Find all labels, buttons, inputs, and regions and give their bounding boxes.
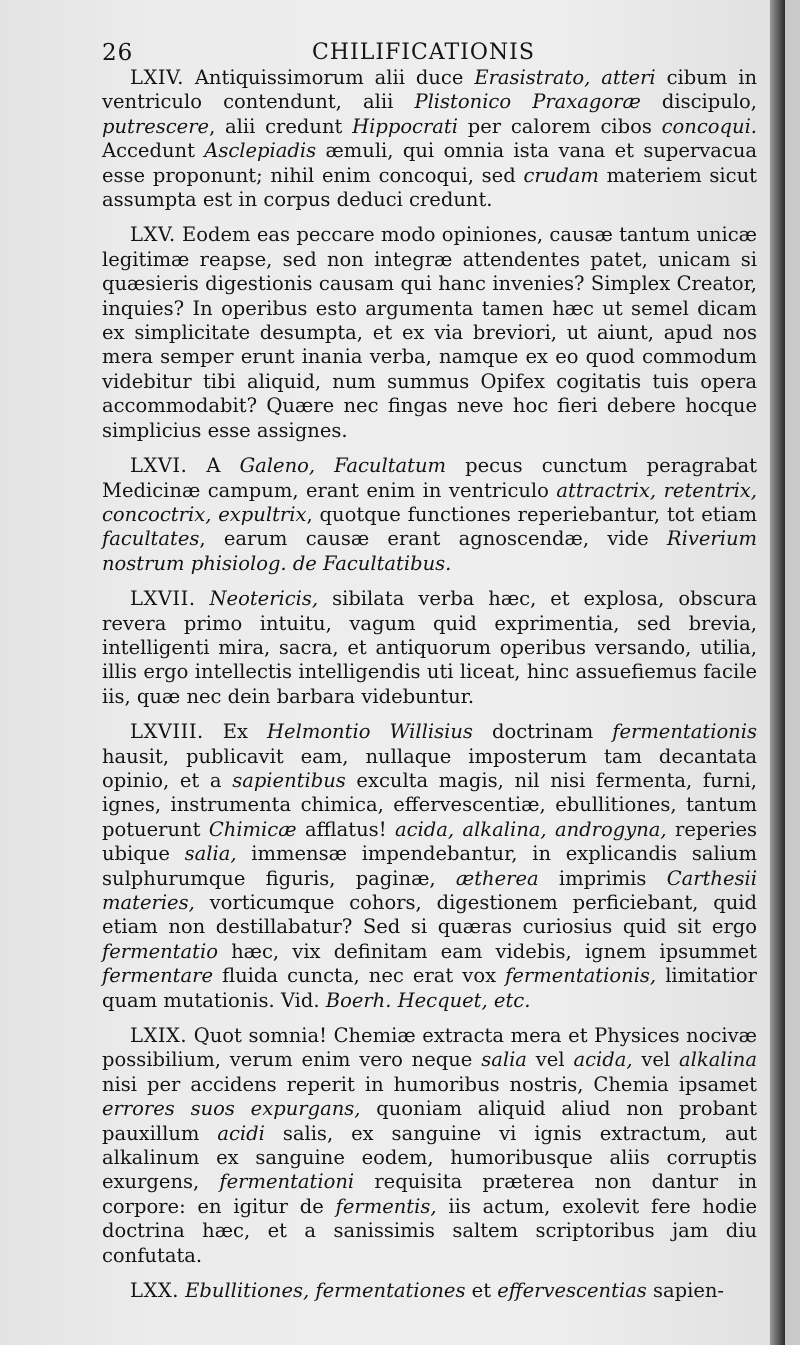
paragraph-lxix	[102, 1024, 757, 1268]
text-run: Accedunt	[102, 139, 205, 163]
italic-text: ætherea	[455, 866, 539, 890]
paragraph-number: LXVIII.	[130, 720, 204, 744]
text-run: sapien-	[646, 1279, 725, 1303]
text-run: Ex	[203, 720, 268, 744]
italic-text: Boerh. Hecquet, etc.	[325, 988, 531, 1012]
italic-text: Carthesii materies,	[102, 866, 757, 914]
text-run: hausit, publicavit eam, nullaque imposterum tam decantata opinio, et a	[102, 744, 757, 792]
italic-text: attractrix, retentrix, concoctrix, expultrix	[102, 478, 757, 526]
italic-text: Riverium nostrum phisiolog. de Facultatibus.	[102, 527, 757, 575]
text-run: iis actum, exolevit fere hodie doctrina hæc, et a sanissimis saltem scriptoribus jam diu confutata.	[102, 1194, 757, 1267]
paragraph-lxvi	[102, 454, 757, 576]
italic-text: fermentare	[102, 964, 213, 988]
text-run: Quot somnia! Chemiæ extracta mera et Physices nocivæ possibilium, verum enim vero neque	[102, 1024, 757, 1072]
page-number: 26	[102, 40, 134, 66]
italic-text: sapientibus	[232, 768, 346, 792]
paragraph-lxviii	[102, 720, 757, 1013]
italic-text: Helmontio Willisius	[267, 720, 473, 744]
text-run: hæc, vix definitam eam videbis, ignem ipsummet	[217, 939, 757, 963]
italic-text: fermentationi	[219, 1170, 355, 1194]
text-run: salis, ex sanguine vi ignis extractum, aut alkalinum ex sanguine eodem, humoribusque aliis corruptis exurgens,	[102, 1121, 758, 1194]
text-run: requisita præterea non dantur in corpore: en igitur de	[102, 1170, 758, 1218]
text-run: doctrinam	[472, 720, 613, 744]
italic-text: effervescentias	[497, 1279, 647, 1303]
text-run: materiem sicut assumpta est in corpus deduci credunt.	[102, 163, 757, 212]
text-run: fluida cuncta, nec erat vox	[213, 964, 506, 988]
italic-text: alkalina	[679, 1048, 757, 1072]
text-run: cibum in ventriculo contendunt, alii	[102, 66, 757, 114]
text-run: , alii credunt	[209, 114, 353, 138]
text-run: vel	[632, 1048, 680, 1072]
italic-text: errores suos expurgans,	[102, 1097, 361, 1121]
body-text	[102, 66, 757, 1304]
page-header	[102, 30, 757, 66]
page-edge-shadow	[770, 0, 785, 1345]
italic-text: Ebullitiones, fermentationes	[178, 1279, 466, 1303]
italic-text: salia,	[184, 842, 237, 866]
italic-text: fermentationis,	[505, 964, 657, 988]
paragraph-number: LXIX.	[130, 1024, 188, 1048]
italic-text: facultates	[102, 527, 200, 551]
italic-text: Galeno, Facultatum	[239, 454, 447, 478]
running-title: CHILIFICATIONIS	[312, 40, 535, 65]
italic-text: Neotericis,	[195, 587, 319, 611]
text-run: immensæ impendebantur, in explicandis salium sulphurumque figuris, paginæ,	[102, 842, 757, 890]
text-run: quoniam aliquid aliud non probant pauxillum	[102, 1097, 758, 1145]
italic-text: crudam	[523, 163, 599, 187]
text-run: exculta magis, nil nisi fermenta, furni, ignes, instrumenta chimica, effervescentiæ, ebullitiones, tantum potuerunt	[102, 768, 757, 841]
text-run: discipulo,	[640, 90, 757, 114]
italic-text: acidi	[217, 1121, 265, 1145]
italic-text: Plistonico Praxagoræ	[414, 90, 641, 114]
italic-text: fermentationis	[612, 720, 757, 744]
italic-text: Chimicæ	[208, 817, 297, 841]
text-run: nisi per accidens reperit in humoribus nostris, Chemia ipsamet	[102, 1072, 757, 1096]
paragraph-lxiv	[102, 66, 757, 212]
text-run: per calorem cibos	[458, 114, 662, 138]
italic-text: Asclepiadis	[204, 139, 317, 163]
paragraph-number: LXV.	[130, 223, 176, 247]
text-run: sibilata verba hæc, et explosa, obscura revera primo intuitu, vagum quid exprimentia, sed brevia, intelligenti mira, sacra, et antiquorum operibus versando, utilia, illis ergo intellectis intelligendis uti liceat, hinc assuefiemus facile iis, quæ nec dein barbara videbuntur.	[102, 587, 757, 708]
text-run: vorticumque cohors, digestionem perficiebant, quid etiam non destillabatur? Sed si quæras curiosius quid sit ergo	[102, 891, 757, 939]
italic-text: acida, alkalina, androgyna,	[394, 817, 667, 841]
text-run: æmuli, qui omnia ista vana et supervacua esse proponunt; nihil enim concoqui, sed	[102, 139, 758, 187]
text-run: pecus cunctum peragrabat Medicinæ campum, erant enim in ventriculo	[102, 454, 758, 502]
paragraph-lxvii	[102, 587, 757, 709]
text-run: imprimis	[538, 866, 667, 890]
text-run: , earum causæ erant agnoscendæ, vide	[199, 527, 667, 551]
paragraph-number: LXVII.	[130, 587, 196, 611]
italic-text: fermentis,	[335, 1194, 437, 1218]
text-run: reperies ubique	[102, 817, 757, 866]
paragraph-lxx	[102, 1279, 757, 1303]
italic-text: salia	[481, 1048, 527, 1072]
text-run: Antiquissimorum alii duce	[183, 66, 475, 89]
italic-text: concoqui.	[661, 114, 757, 138]
italic-text: Erasistrato, atteri	[474, 66, 656, 89]
text-run: limitatior quam mutationis. Vid.	[102, 964, 757, 1012]
text-run: Eodem eas peccare modo opiniones, causæ tantum unicæ legitimæ reapse, sed non integræ attendentes patet, unicam si quæsieris digestionis causam qui hanc invenies? Simplex Creator, inquies? In operibus esto argumenta tamen hæc ut semel dicam ex simplicitate desumpta, et ex via breviori, ut aiunt, apud nos mera semper erunt inania verba, namque ex eo quod commodum videbitur tibi aliquid, num summus Opifex cogitatis tuis opera accommodabit? Quære nec fingas neve hoc fieri debere hocque simplicius esse assignes.	[102, 223, 757, 442]
text-run: afflatus!	[296, 817, 395, 841]
italic-text: fermentatio	[102, 939, 218, 963]
paragraph-lxv	[102, 223, 757, 443]
italic-text: Hippocrati	[352, 114, 458, 138]
paragraph-number: LXIV.	[130, 66, 184, 89]
text-run: , quotque functiones reperiebantur, tot etiam	[306, 502, 757, 526]
paragraph-number: LXVI.	[130, 454, 188, 478]
italic-text: acida,	[573, 1048, 633, 1072]
text-run: A	[187, 454, 240, 478]
text-run: et	[465, 1279, 498, 1303]
paragraph-number: LXX.	[130, 1279, 179, 1303]
italic-text: putrescere	[102, 114, 210, 138]
text-run: vel	[526, 1048, 574, 1072]
